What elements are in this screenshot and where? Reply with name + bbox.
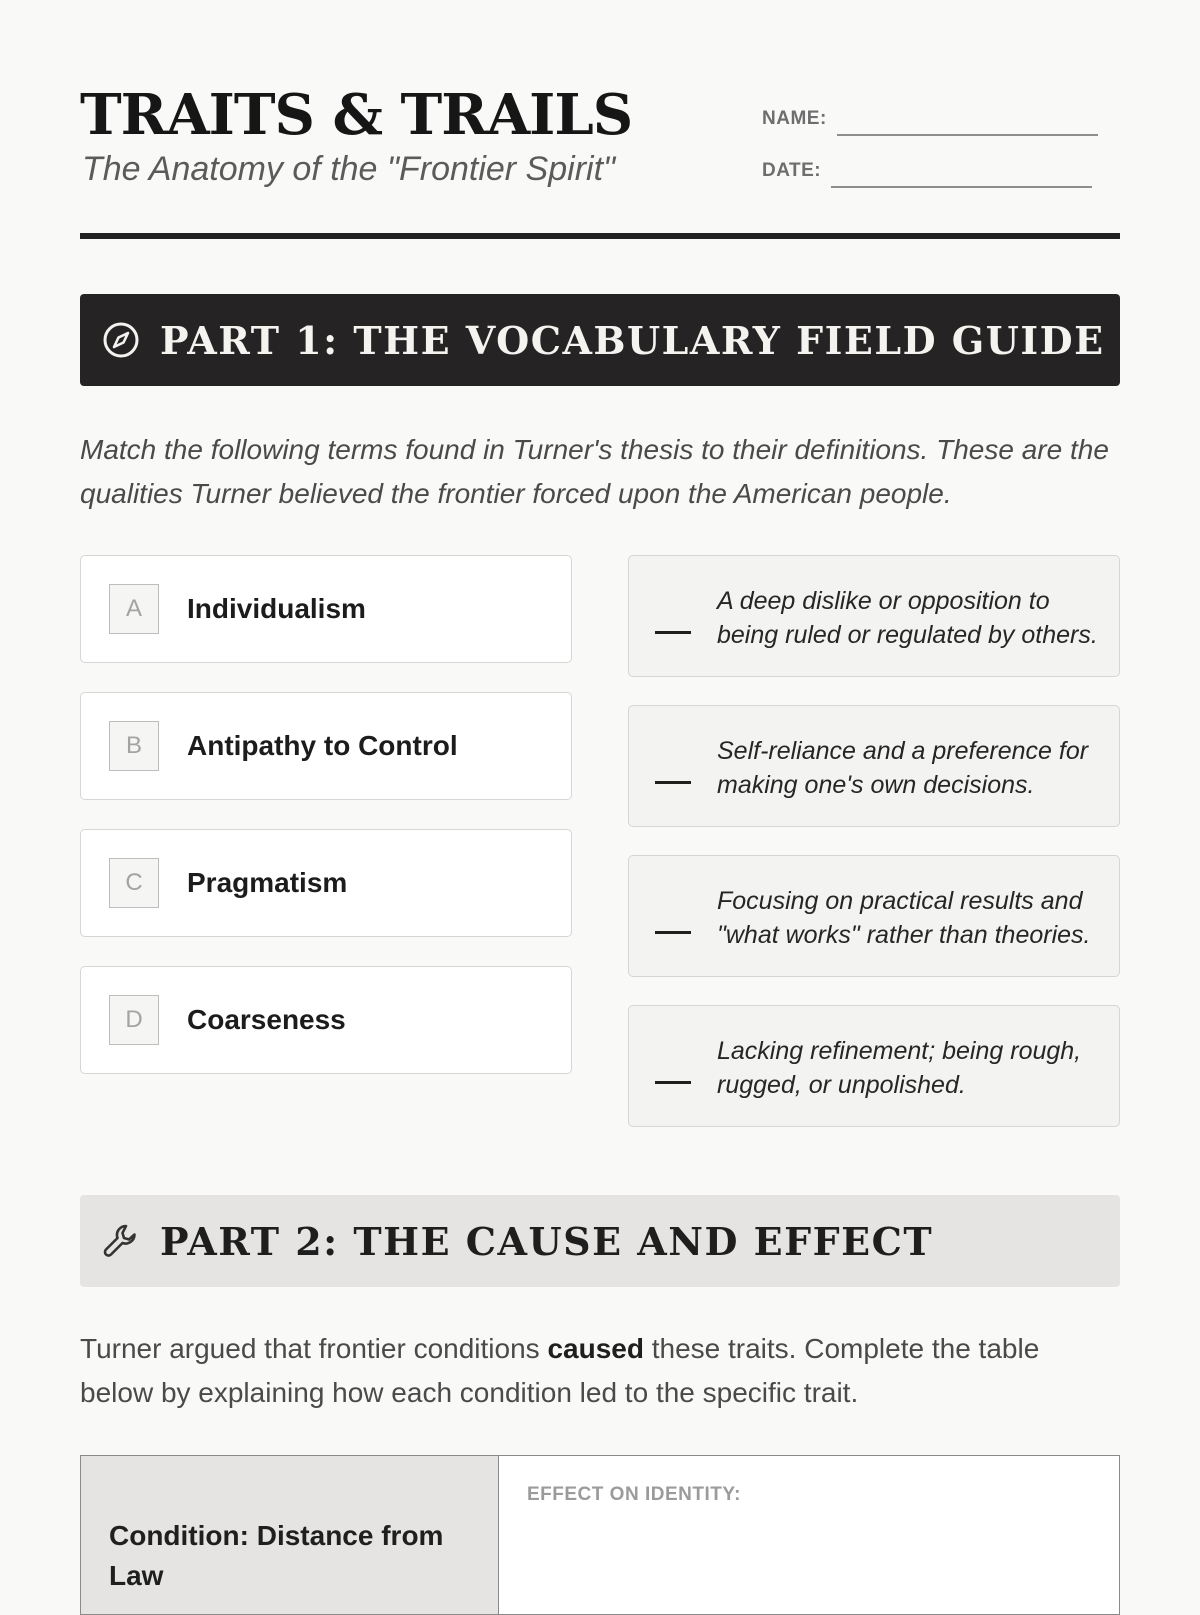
term-letter: D xyxy=(109,995,159,1045)
term-letter: C xyxy=(109,858,159,908)
wrench-icon xyxy=(100,1220,142,1262)
answer-blank[interactable] xyxy=(655,931,691,934)
term-letter: B xyxy=(109,721,159,771)
term-card xyxy=(80,692,572,800)
part2-heading: PART 2: THE CAUSE AND EFFECT xyxy=(160,1218,934,1264)
term-word: Individualism xyxy=(187,593,366,624)
header-divider xyxy=(80,233,1120,239)
answer-blank[interactable] xyxy=(655,781,691,784)
definition-card xyxy=(628,705,1120,827)
definition-card xyxy=(628,1005,1120,1127)
definition-text: Lacking refinement; being rough, rugged, or unpolished. xyxy=(717,1037,1082,1099)
part1-heading: PART 1: THE VOCABULARY FIELD GUIDE xyxy=(160,317,1105,363)
term-word: Pragmatism xyxy=(187,867,348,898)
part2-instructions xyxy=(80,1327,1120,1415)
part2-banner xyxy=(80,1195,1120,1287)
part2-instructions-lead: Turner argued that frontier conditions xyxy=(80,1333,548,1364)
term-card xyxy=(80,829,572,937)
definition-text: Focusing on practical results and "what works" rather than theories. xyxy=(717,887,1091,949)
part2-instructions-tail: these traits. Complete the table below by explaining how each condition led to the specific trait. xyxy=(80,1333,1040,1408)
name-field[interactable] xyxy=(837,134,1098,136)
answer-blank[interactable] xyxy=(655,1081,691,1084)
effect-label: EFFECT ON IDENTITY: xyxy=(527,1484,741,1505)
condition-cell xyxy=(80,1455,498,1615)
worksheet-title: TRAITS & TRAILS xyxy=(80,82,633,148)
worksheet-subtitle: The Anatomy of the "Frontier Spirit" xyxy=(82,150,616,188)
date-field[interactable] xyxy=(831,186,1092,188)
definition-text: A deep dislike or opposition to being ruled or regulated by others. xyxy=(717,587,1098,649)
effect-cell[interactable] xyxy=(498,1455,1120,1615)
cause-effect-table xyxy=(80,1455,1120,1615)
condition-text: Condition: Distance from Law xyxy=(109,1520,444,1591)
term-word: Coarseness xyxy=(187,1004,346,1035)
term-card xyxy=(80,966,572,1074)
definition-card xyxy=(628,855,1120,977)
compass-icon xyxy=(100,319,142,361)
name-label: NAME: xyxy=(762,108,827,129)
term-word: Antipathy to Control xyxy=(187,730,458,761)
definition-card xyxy=(628,555,1120,677)
answer-blank[interactable] xyxy=(655,631,691,634)
part1-banner xyxy=(80,294,1120,386)
date-label: DATE: xyxy=(762,160,822,181)
part2-instructions-emphasis: caused xyxy=(547,1333,644,1364)
term-card xyxy=(80,555,572,663)
definition-text: Self-reliance and a preference for making one's own decisions. xyxy=(717,737,1089,799)
part1-instructions: Match the following terms found in Turner's thesis to their definitions. These are the qualities Turner believed the frontier forced upon the American people. xyxy=(80,434,1109,509)
term-letter: A xyxy=(109,584,159,634)
